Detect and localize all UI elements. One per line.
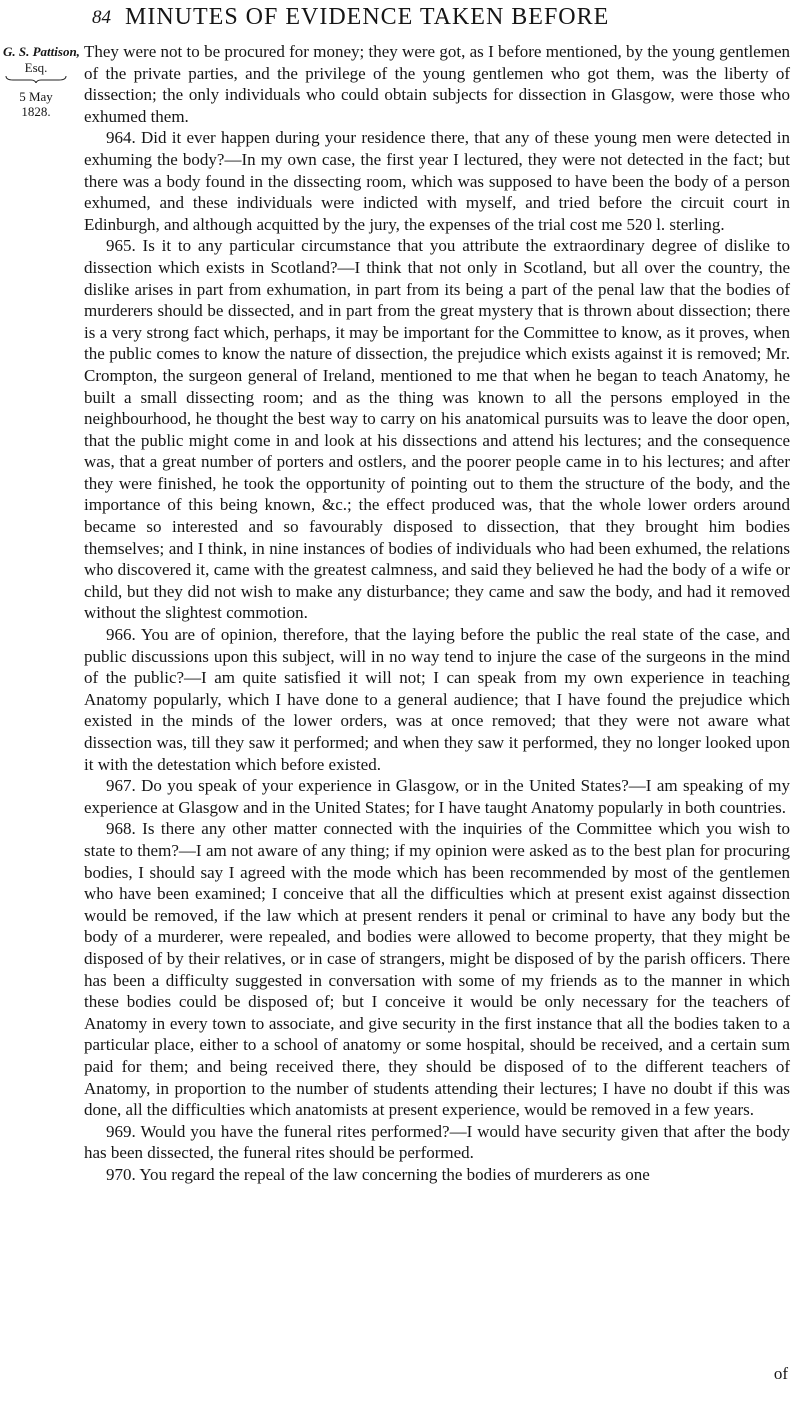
question-964: 964. Did it ever happen during your residence there, that any of these young men were detected in exhuming the body?—In my own case, the first year I lectured, they were not detected in the fact; but there was a body found in the dissecting room, which was supposed to have been the body of a person exhumed, and these individuals were indicted with myself, and tried before the circuit court in Edinburgh, and although acquitted by the jury, the expenses of the trial cost me 520 l. sterling. xyxy=(84,128,790,234)
paragraph-continuation: They were not to be procured for money; they were got, as I before mentioned, by the young gentlemen of the private parties, and the privilege of the young gentlemen who got them, was the liberty of dissection; the only individuals who could obtain subjects for dissection in Glasgow, were those who exhumed them. xyxy=(84,42,790,126)
question-968: 968. Is there any other matter connected with the inquiries of the Committee which you wish to state to them?—I am not aware of any thing; if my opinion were asked as to the best plan for procuring bodies, I should say I agreed with the mode which has been recommended by most of the gentlemen who have been examined; I conceive that all the difficulties which at present exist against dissection would be removed, if the law which at present renders it penal or criminal to have any body but the body of a murderer, were repealed, and bodies were allowed to become property, that they might be disposed of by their relatives, or in case of strangers, might be disposed of by the parish officers. There has been a difficulty suggested in conversation with some of my friends as to the manner in which these bodies could be disposed of; but I conceive it would be only necessary for the teachers of Anatomy in every town to associate, and give security in the first instance that all the bodies taken to a particular place, either to a school of anatomy or some hospital, should be received, and a certain sum paid for them; and being received there, they should be disposed of to the different teachers of Anatomy, in proportion to the number of students attending their lectures; I have no doubt if this was done, all the difficulties which anatomists at present experience, would be removed in a few years. xyxy=(84,819,790,1120)
date-year: 1828. xyxy=(21,104,51,119)
question-965: 965. Is it to any particular circumstance that you attribute the extraordinary degree of dislike to dissection which exists in Scotland?—I think that not only in Scotland, but all over the country, the dislike arises in part from exhumation, in part from its being a part of the penal law that the bodies of murderers should be dissected, and in part from the great mystery that is thrown about dissection; there is a very strong fact which, perhaps, it may be important for the Committee to know, as it proves, when the public comes to know the nature of dissection, the prejudice which exists against it is removed; Mr. Crompton, the surgeon general of Ireland, mentioned to me that when he began to teach Anatomy, he built a small dissecting room; and as the thing was known to all the persons employed in the neighbourhood, he thought the best way to carry on his anatomical pursuits was to leave the door open, that the public might come in and look at his dissections and attend his lectures; and the consequence was, that a great number of porters and ostlers, and the poorer people came in to his lectures; and after they were finished, he took the opportunity of pointing out to them the structure of the body, and the importance of this being known, &c.; the effect produced was, that the whole lower orders around became so interested and so favourably disposed to dissection, that they brought him bodies themselves; and I think, in nine instances of bodies of individuals who had been exhumed, the relations who discovered it, came with the greatest calmness, and said they believed he had the body of a wife or child, but they did not wish to make any disturbance; they came and saw the body, and had it removed without the slightest commotion. xyxy=(84,236,790,623)
margin-sidenote xyxy=(3,44,80,119)
question-966: 966. You are of opinion, therefore, that the laying before the public the real state of the case, and public discussions upon this subject, will in no way tend to injure the case of the surgeons in the mind of the public?—I am quite satisfied it will not; I can speak from my own experience in teaching Anatomy popularly, which I have done to a general audience; that I have found the prejudice which existed in the minds of the lower orders, was at once removed; that they were not aware what dissection was, till they saw it performed; and when they saw it performed, they no longer looked upon it with the detestation which before existed. xyxy=(84,625,790,774)
witness-name: G. S. Pattison, xyxy=(3,44,80,59)
witness-suffix: Esq. xyxy=(24,60,48,75)
page-number: 84 xyxy=(92,7,111,28)
date-day: 5 May xyxy=(19,89,53,104)
question-967: 967. Do you speak of your experience in Glasgow, or in the United States?—I am speaking of my experience at Glasgow and in the United States; for I have taught Anatomy popularly in both countries. xyxy=(84,776,790,817)
running-title: MINUTES OF EVIDENCE TAKEN BEFORE xyxy=(125,4,610,30)
question-970: 970. You regard the repeal of the law concerning the bodies of murderers as one xyxy=(106,1164,650,1184)
brace-rule xyxy=(5,75,67,83)
page-header xyxy=(0,0,800,36)
catchword: of xyxy=(773,1364,788,1383)
question-969: 969. Would you have the funeral rites performed?—I would have security given that after the body has been dissected, the funeral rites should be performed. xyxy=(84,1121,790,1163)
body-text xyxy=(84,41,790,1185)
